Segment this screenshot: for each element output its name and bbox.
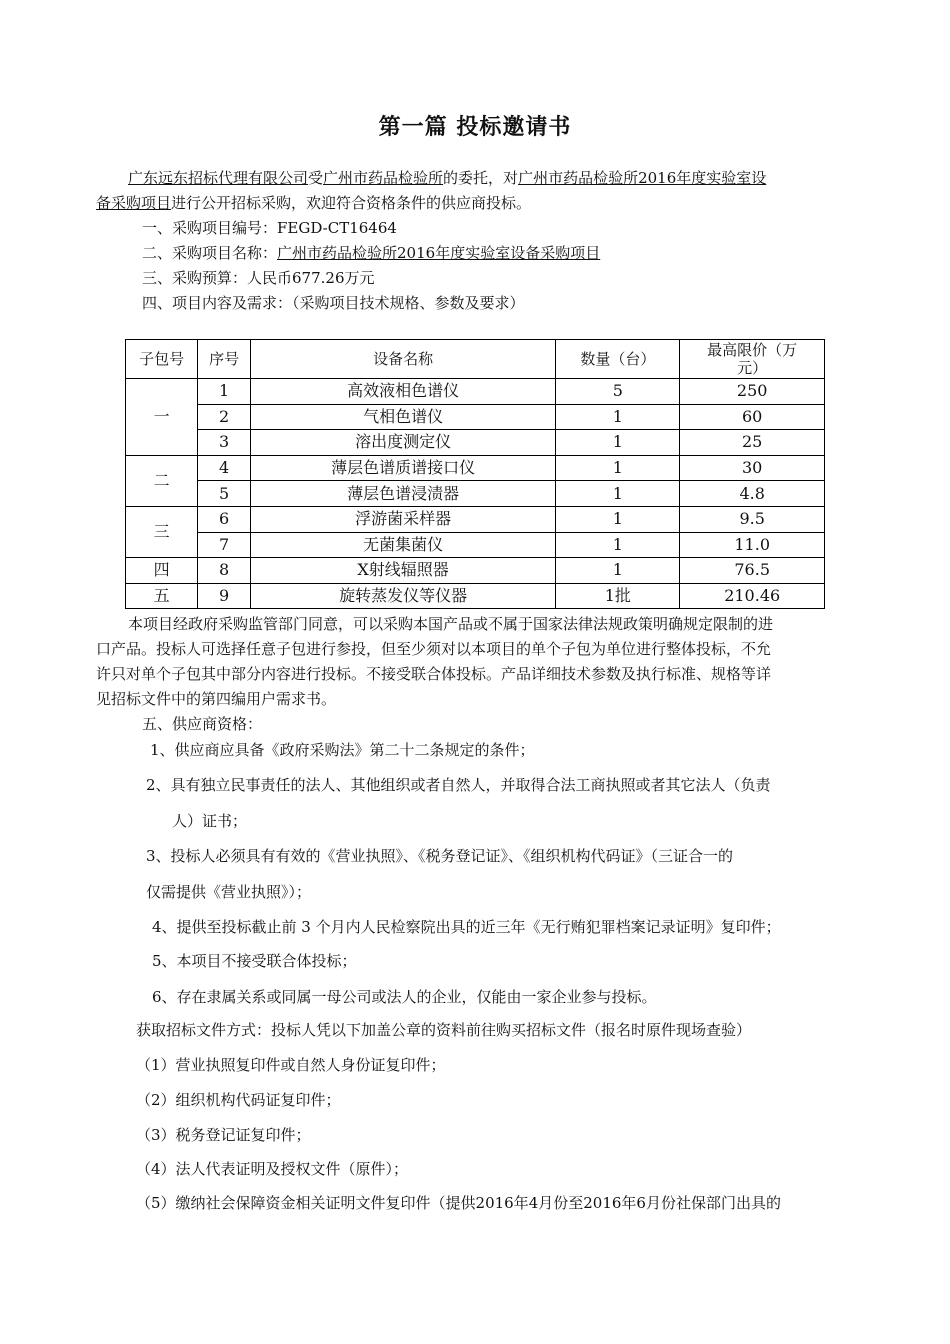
qty-cell: 1批 — [556, 583, 680, 609]
package-cell: 三 — [126, 506, 198, 557]
qualification-2-cont: 人）证书； — [172, 812, 248, 830]
price-cell: 60 — [680, 404, 825, 430]
table-row — [126, 481, 825, 507]
qualification-1: 1、供应商应具备《政府采购法》第二十二条规定的条件； — [150, 741, 535, 759]
intro-text: 的委托，对 — [443, 169, 519, 187]
page-title: 第一篇 投标邀请书 — [378, 115, 572, 140]
table-row — [126, 455, 825, 481]
client-name: 广州市药品检验所 — [323, 169, 444, 187]
qualifications-heading: 五、供应商资格： — [142, 715, 263, 733]
doc-4: （4）法人代表证明及授权文件（原件）； — [136, 1160, 409, 1178]
seq-cell: 8 — [198, 558, 251, 584]
price-cell: 250 — [680, 379, 825, 405]
qualification-4: 4、提供至投标截止前 3 个月内人民检察院出具的近三年《无行贿犯罪档案记录证明》复印件； — [152, 918, 781, 936]
table-row — [126, 430, 825, 456]
package-cell: 五 — [126, 583, 198, 609]
equipment-cell: X射线辐照器 — [250, 558, 555, 584]
equipment-cell: 旋转蒸发仪等仪器 — [250, 583, 555, 609]
price-cell: 9.5 — [680, 506, 825, 532]
header-package: 子包号 — [126, 340, 198, 379]
equipment-cell: 薄层色谱质谱接口仪 — [250, 455, 555, 481]
equipment-cell: 气相色谱仪 — [250, 404, 555, 430]
equipment-cell: 薄层色谱浸渍器 — [250, 481, 555, 507]
doc-1: （1）营业执照复印件或自然人身份证复印件； — [136, 1056, 446, 1074]
qualification-3: 3、投标人必须具有有效的《营业执照》、《税务登记证》、《组织机构代码证》（三证合一的 — [146, 847, 734, 865]
seq-cell: 3 — [198, 430, 251, 456]
price-cell: 11.0 — [680, 532, 825, 558]
agent-name: 广东远东招标代理有限公司 — [128, 169, 309, 187]
price-cell: 76.5 — [680, 558, 825, 584]
table-row — [126, 404, 825, 430]
qty-cell: 1 — [556, 430, 680, 456]
project-name: 广州市药品检验所2016年度实验室设 — [518, 169, 767, 187]
table-row — [126, 558, 825, 584]
project-name-cont: 备采购项目 — [96, 194, 172, 212]
content-requirements: 四、项目内容及需求：（采购项目技术规格、参数及要求） — [142, 294, 525, 312]
qty-cell: 1 — [556, 455, 680, 481]
seq-cell: 9 — [198, 583, 251, 609]
note-line-3: 许只对单个子包其中部分内容进行投标。不接受联合体投标。产品详细技术参数及执行标准、规格等详 — [96, 665, 772, 683]
seq-cell: 1 — [198, 379, 251, 405]
header-price — [680, 340, 825, 379]
project-number: 一、采购项目编号：FEGD-CT16464 — [142, 219, 397, 237]
doc-5: （5）缴纳社会保障资金相关证明文件复印件（提供2016年4月份至2016年6月份社保部门出具的 — [136, 1194, 781, 1212]
qty-cell: 1 — [556, 481, 680, 507]
seq-cell: 6 — [198, 506, 251, 532]
equipment-table — [125, 339, 825, 609]
table-row — [126, 506, 825, 532]
header-equipment: 设备名称 — [250, 340, 555, 379]
project-title-value: 广州市药品检验所2016年度实验室设备采购项目 — [277, 244, 601, 262]
package-cell: 二 — [126, 455, 198, 506]
intro-line-2 — [96, 192, 531, 214]
header-qty: 数量（台） — [556, 340, 680, 379]
note-line-2: 口产品。投标人可选择任意子包进行参投，但至少须对以本项目的单个子包为单位进行整体投标，不允 — [96, 640, 772, 658]
seq-cell: 5 — [198, 481, 251, 507]
doc-2: （2）组织机构代码证复印件； — [136, 1091, 341, 1109]
intro-text: 进行公开招标采购，欢迎符合资格条件的供应商投标。 — [171, 194, 532, 212]
qty-cell: 5 — [556, 379, 680, 405]
price-cell: 25 — [680, 430, 825, 456]
header-price-text: 最高限价（万元） — [707, 341, 798, 377]
qualification-5: 5、本项目不接受联合体投标； — [152, 952, 357, 970]
qualification-6: 6、存在隶属关系或同属一母公司或法人的企业，仅能由一家企业参与投标。 — [152, 988, 657, 1006]
budget: 三、采购预算：人民币677.26万元 — [142, 269, 375, 287]
table-row — [126, 583, 825, 609]
docs-heading: 获取招标文件方式：投标人凭以下加盖公章的资料前往购买招标文件（报名时原件现场查验） — [136, 1021, 752, 1039]
doc-3: （3）税务登记证复印件； — [136, 1126, 311, 1144]
note-line-4: 见招标文件中的第四编用户需求书。 — [96, 690, 337, 708]
table-row — [126, 532, 825, 558]
qty-cell: 1 — [556, 506, 680, 532]
seq-cell: 2 — [198, 404, 251, 430]
project-title-line — [142, 242, 600, 264]
header-seq: 序号 — [198, 340, 251, 379]
price-cell: 210.46 — [680, 583, 825, 609]
qualification-3-cont: 仅需提供《营业执照》）； — [146, 883, 312, 901]
package-cell: 四 — [126, 558, 198, 584]
qty-cell: 1 — [556, 532, 680, 558]
table-row — [126, 379, 825, 405]
equipment-cell: 浮游菌采样器 — [250, 506, 555, 532]
intro-text: 受 — [308, 169, 324, 187]
seq-cell: 4 — [198, 455, 251, 481]
qualification-2: 2、具有独立民事责任的法人、其他组织或者自然人，并取得合法工商执照或者其它法人（负责 — [146, 776, 771, 794]
note-line-1: 本项目经政府采购监管部门同意，可以采购本国产品或不属于国家法律法规政策明确规定限制的进 — [128, 615, 774, 633]
equipment-cell: 溶出度测定仪 — [250, 430, 555, 456]
project-title-label: 二、采购项目名称： — [142, 244, 278, 262]
equipment-cell: 无菌集菌仪 — [250, 532, 555, 558]
seq-cell: 7 — [198, 532, 251, 558]
price-cell: 30 — [680, 455, 825, 481]
qty-cell: 1 — [556, 404, 680, 430]
package-cell: 一 — [126, 379, 198, 456]
qty-cell: 1 — [556, 558, 680, 584]
table-header-row — [126, 340, 825, 379]
equipment-cell: 高效液相色谱仪 — [250, 379, 555, 405]
intro-line-1 — [128, 167, 766, 189]
price-cell: 4.8 — [680, 481, 825, 507]
